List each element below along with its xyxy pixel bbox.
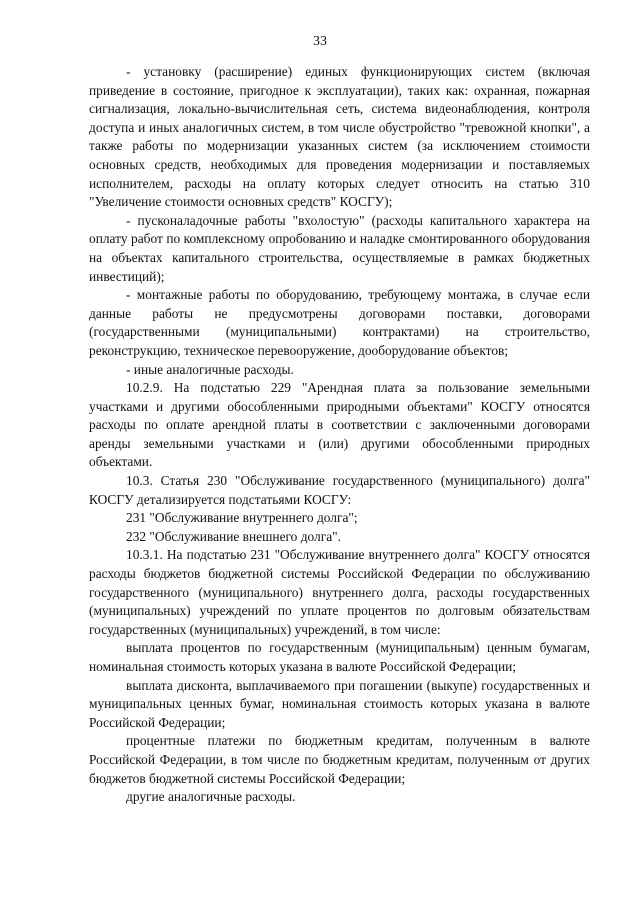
- paragraph-commissioning-works: - пусконаладочные работы "вхолостую" (расходы капитального характера на оплату работ по комплексному опробованию и наладке смонтированного оборудования на объектах капитального строительства, осуществляемые в рамках бюджетных инвестиций);: [89, 212, 590, 284]
- paragraph-mounting-works: - монтажные работы по оборудованию, требующему монтажа, в случае если данные работы не предусмотрены договорами поставки, договорами (государственными (муниципальными) контрактами) на строительство, реконструкцию, техническое перевооружение, дооборудование объектов;: [89, 287, 590, 358]
- paragraph-discount-payment: выплата дисконта, выплачиваемого при погашении (выкупе) государственных и муниципальных ценных бумаг, номинальная стоимость которых указана в валюте Российской Федерации;: [89, 677, 590, 730]
- paragraph-other-similar-expenses: другие аналогичные расходы.: [126, 789, 296, 805]
- paragraph-budget-credit-payments: процентные платежи по бюджетным кредитам, полученным в валюте Российской Федерации, в том числе по бюджетным кредитам, полученным от других бюджетов бюджетной системы Российской Федерации;: [89, 733, 590, 786]
- paragraph-substatute-231: 231 "Обслуживание внутреннего долга";: [126, 510, 358, 526]
- paragraph-interest-payment: выплата процентов по государственным (муниципальным) ценным бумагам, номинальная стоимость которых указана в валюте Российской Федерации;: [89, 640, 590, 674]
- paragraph-substatute-232: 232 "Обслуживание внешнего долга".: [126, 528, 341, 544]
- paragraph-10-2-9: 10.2.9. На подстатью 229 "Арендная плата за пользование земельными участками и другими обособленными природными объектами" КОСГУ относятся расходы по оплате арендной платы в соответствии с заключенными договорами аренды земельными участками и (или) другими обособленными природных объектами.: [89, 380, 590, 470]
- paragraph-installation-systems: - установку (расширение) единых функционирующих систем (включая приведение в состояние, пригодное к эксплуатации), таких как: охранная, пожарная сигнализация, локально-вычислительная сеть, система видеонаблюдения, контроля доступа и иных аналогичных систем, в том числе обустройство "тревожной кнопки", а также работы по модернизации указанных систем (за исключением стоимости основных средств, необходимых для проведения модернизации и поставляемых исполнителем, расходы на оплату которых следует относить на статью 310 "Увеличение стоимости основных средств" КОСГУ);: [89, 64, 590, 210]
- paragraph-10-3: 10.3. Статья 230 "Обслуживание государственного (муниципального) долга" КОСГУ детализируется подстатьями КОСГУ:: [89, 473, 590, 507]
- paragraph-10-3-1: 10.3.1. На подстатью 231 "Обслуживание внутреннего долга" КОСГУ относятся расходы бюджетов бюджетной системы Российской Федерации по обслуживанию государственного (муниципального) внутреннего долга, расходы государственных (муниципальных) учреждений по уплате процентов по долговым обязательствам государственных (муниципальных) учреждений, в том числе:: [89, 547, 590, 637]
- page-number: 33: [313, 34, 327, 49]
- paragraph-other-expenses: - иные аналогичные расходы.: [126, 361, 294, 377]
- document-body: [89, 63, 590, 807]
